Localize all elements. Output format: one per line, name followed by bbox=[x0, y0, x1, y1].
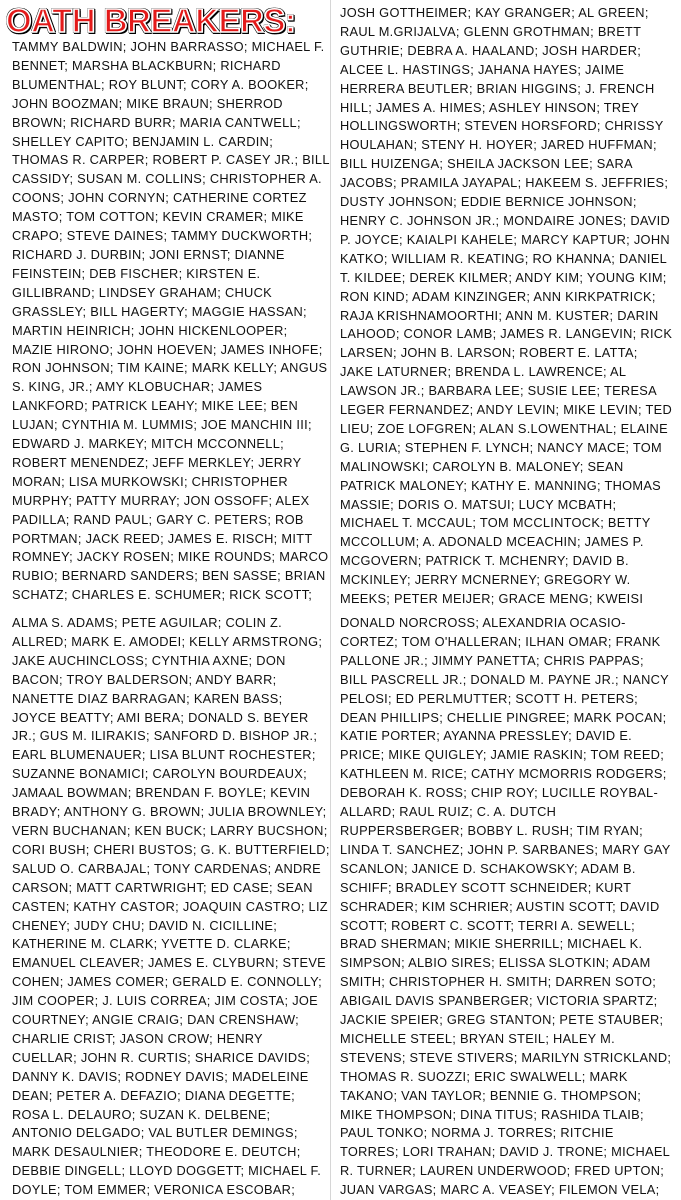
house-name-list-part-1: ALMA S. ADAMS; PETE AGUILAR; COLIN Z. ALLRED; MARK E. AMODEI; KELLY ARMSTRONG; JAKE AUCHINCLOSS; CYNTHIA AXNE; DON BACON; TROY BALDERSON; ANDY BARR; NANETTE DIAZ BARRAGAN; KAREN BASS; JOYCE BEATTY; AMI BERA; DONALD S. BEYER JR.; GUS M. ILIRAKIS; SANFORD D. BISHOP JR.; EARL BLUMENAUER; LISA BLUNT ROCHESTER; SUZANNE BONAMICI; CAROLYN BOURDEAUX; JAMAAL BOWMAN; BRENDAN F. BOYLE; KEVIN BRADY; ANTHONY G. BROWN; JULIA BROWNLEY; VERN BUCHANAN; KEN BUCK; LARRY BUCSHON; CORI BUSH; CHERI BUSTOS; G. K. BUTTERFIELD; SALUD O. CARBAJAL; TONY CARDENAS; ANDRE CARSON; MATT CARTWRIGHT; ED CASE; SEAN CASTEN; KATHY CASTOR; JOAQUIN CASTRO; LIZ CHENEY; JUDY CHU; DAVID N. CICILLINE; KATHERINE M. CLARK; YVETTE D. CLARKE; EMANUEL CLEAVER; JAMES E. CLYBURN; STEVE COHEN; JAMES COMER; GERALD E. CONNOLLY; JIM COOPER; J. LUIS CORREA; JIM COSTA; JOE COURTNEY; ANGIE CRAIG; DAN CRENSHAW; CHARLIE CRIST; JASON CROW; HENRY CUELLAR; JOHN R. CURTIS; SHARICE DAVIDS; DANNY K. DAVIS; RODNEY DAVIS; MADELEINE DEAN; PETER A. DEFAZIO; DIANA DEGETTE; ROSA L. DELAURO; SUZAN K. DELBENE; ANTONIO DELGADO; VAL BUTLER DEMINGS; MARK DESAULNIER; THEODORE E. DEUTCH; DEBBIE DINGELL; LLOYD DOGGETT; MICHAEL F. DOYLE; TOM EMMER; VERONICA ESCOBAR; bbox=[12, 615, 330, 1198]
house-name-list-part-2: JOSH GOTTHEIMER; KAY GRANGER; AL GREEN; RAUL M.GRIJALVA; GLENN GROTHMAN; BRETT GUTHRIE; DEBRA A. HAALAND; JOSH HARDER; ALCEE L. HASTINGS; JAHANA HAYES; JAIME HERRERA BEUTLER; BRIAN HIGGINS; J. FRENCH HILL; JAMES A. HIMES; ASHLEY HINSON; TREY HOLLINGSWORTH; STEVEN HORSFORD; CHRISSY HOULAHAN; STENY H. HOYER; JARED HUFFMAN; BILL HUIZENGA; SHEILA JACKSON LEE; SARA JACOBS; PRAMILA JAYAPAL; HAKEEM S. JEFFRIES; DUSTY JOHNSON; EDDIE BERNICE JOHNSON; HENRY C. JOHNSON JR.; MONDAIRE JONES; DAVID P. JOYCE; KAIALPI KAHELE; MARCY KAPTUR; JOHN KATKO; WILLIAM R. KEATING; RO KHANNA; DANIEL T. KILDEE; DEREK KILMER; ANDY KIM; YOUNG KIM; RON KIND; ADAM KINZINGER; ANN KIRKPATRICK; RAJA KRISHNAMOORTHI; ANN M. KUSTER; DARIN LAHOOD; CONOR LAMB; JAMES R. LANGEVIN; RICK LARSEN; JOHN B. LARSON; ROBERT E. LATTA; JAKE LATURNER; BRENDA L. LAWRENCE; AL LAWSON JR.; BARBARA LEE; SUSIE LEE; TERESA LEGER FERNANDEZ; ANDY LEVIN; MIKE LEVIN; TED LIEU; ZOE LOFGREN; ALAN S.LOWENTHAL; ELAINE G. LURIA; STEPHEN F. LYNCH; NANCY MACE; TOM MALINOWSKI; CAROLYN B. MALONEY; SEAN PATRICK MALONEY; KATHY E. MANNING; THOMAS MASSIE; DORIS O. MATSUI; LUCY MCBATH; MICHAEL T. MCCAUL; TOM MCCLINTOCK; BETTY MCCOLLUM; A. ADONALD MCEACHIN; JAMES P. MCGOVERN; PATRICK T. MCHENRY; DAVID B. MCKINLEY; JERRY MCNERNEY; GREGORY W. MEEKS; PETER MEIJER; GRACE MENG; KWEISI bbox=[340, 5, 673, 607]
senate-name-list: TAMMY BALDWIN; JOHN BARRASSO; MICHAEL F. BENNET; MARSHA BLACKBURN; RICHARD BLUMENTHAL; ROY BLUNT; CORY A. BOOKER; JOHN BOOZMAN; MIKE BRAUN; SHERROD BROWN; RICHARD BURR; MARIA CANTWELL; SHELLEY CAPITO; BENJAMIN L. CARDIN; THOMAS R. CARPER; ROBERT P. CASEY JR.; BILL CASSIDY; SUSAN M. COLLINS; CHRISTOPHER A. COONS; JOHN CORNYN; CATHERINE CORTEZ MASTO; TOM COTTON; KEVIN CRAMER; MIKE CRAPO; STEVE DAINES; TAMMY DUCKWORTH; RICHARD J. DURBIN; JONI ERNST; DIANNE FEINSTEIN; DEB FISCHER; KIRSTEN E. GILLIBRAND; LINDSEY GRAHAM; CHUCK GRASSLEY; BILL HAGERTY; MAGGIE HASSAN; MARTIN HEINRICH; JOHN HICKENLOOPER; MAZIE HIRONO; JOHN HOEVEN; JAMES INHOFE; RON JOHNSON; TIM KAINE; MARK KELLY; ANGUS S. KING, JR.; AMY KLOBUCHAR; JAMES LANKFORD; PATRICK LEAHY; MIKE LEE; BEN LUJAN; CYNTHIA M. LUMMIS; JOE MANCHIN III; EDWARD J. MARKEY; MITCH MCCONNELL; ROBERT MENENDEZ; JEFF MERKLEY; JERRY MORAN; LISA MURKOWSKI; CHRISTOPHER MURPHY; PATTY MURRAY; JON OSSOFF; ALEX PADILLA; RAND PAUL; GARY C. PETERS; ROB PORTMAN; JACK REED; JAMES E. RISCH; MITT ROMNEY; JACKY ROSEN; MIKE ROUNDS; MARCO RUBIO; BERNARD SANDERS; BEN SASSE; BRIAN SCHATZ; CHARLES E. SCHUMER; RICK SCOTT; bbox=[12, 39, 330, 603]
column-divider bbox=[330, 0, 331, 1200]
page-title: OATH BREAKERS: bbox=[6, 2, 296, 39]
house-name-list-part-3: DONALD NORCROSS; ALEXANDRIA OCASIO-CORTEZ; TOM O'HALLERAN; ILHAN OMAR; FRANK PALLONE JR.; JIMMY PANETTA; CHRIS PAPPAS; BILL PASCRELL JR.; DONALD M. PAYNE JR.; NANCY PELOSI; ED PERLMUTTER; SCOTT H. PETERS; DEAN PHILLIPS; CHELLIE PINGREE; MARK POCAN; KATIE PORTER; AYANNA PRESSLEY; DAVID E. PRICE; MIKE QUIGLEY; JAMIE RASKIN; TOM REED; KATHLEEN M. RICE; CATHY MCMORRIS RODGERS; DEBORAH K. ROSS; CHIP ROY; LUCILLE ROYBAL-ALLARD; RAUL RUIZ; C. A. DUTCH RUPPERSBERGER; BOBBY L. RUSH; TIM RYAN; LINDA T. SANCHEZ; JOHN P. SARBANES; MARY GAY SCANLON; JANICE D. SCHAKOWSKY; ADAM B. SCHIFF; BRADLEY SCOTT SCHNEIDER; KURT SCHRADER; KIM SCHRIER; AUSTIN SCOTT; DAVID SCOTT; ROBERT C. SCOTT; TERRI A. SEWELL; BRAD SHERMAN; MIKIE SHERRILL; MICHAEL K. SIMPSON; ALBIO SIRES; ELISSA SLOTKIN; ADAM SMITH; CHRISTOPHER H. SMITH; DARREN SOTO; ABIGAIL DAVIS SPANBERGER; VICTORIA SPARTZ; JACKIE SPEIER; GREG STANTON; PETE STAUBER; MICHELLE STEEL; BRYAN STEIL; HALEY M. STEVENS; STEVE STIVERS; MARILYN STRICKLAND; THOMAS R. SUOZZI; ERIC SWALWELL; MARK TAKANO; VAN TAYLOR; BENNIE G. THOMPSON; MIKE THOMPSON; DINA TITUS; RASHIDA TLAIB; PAUL TONKO; NORMA J. TORRES; RITCHIE TORRES; LORI TRAHAN; DAVID J. TRONE; MICHAEL R. TURNER; LAUREN UNDERWOOD; FRED UPTON; JUAN VARGAS; MARC A. VEASEY; FILEMON VELA; bbox=[340, 615, 672, 1198]
